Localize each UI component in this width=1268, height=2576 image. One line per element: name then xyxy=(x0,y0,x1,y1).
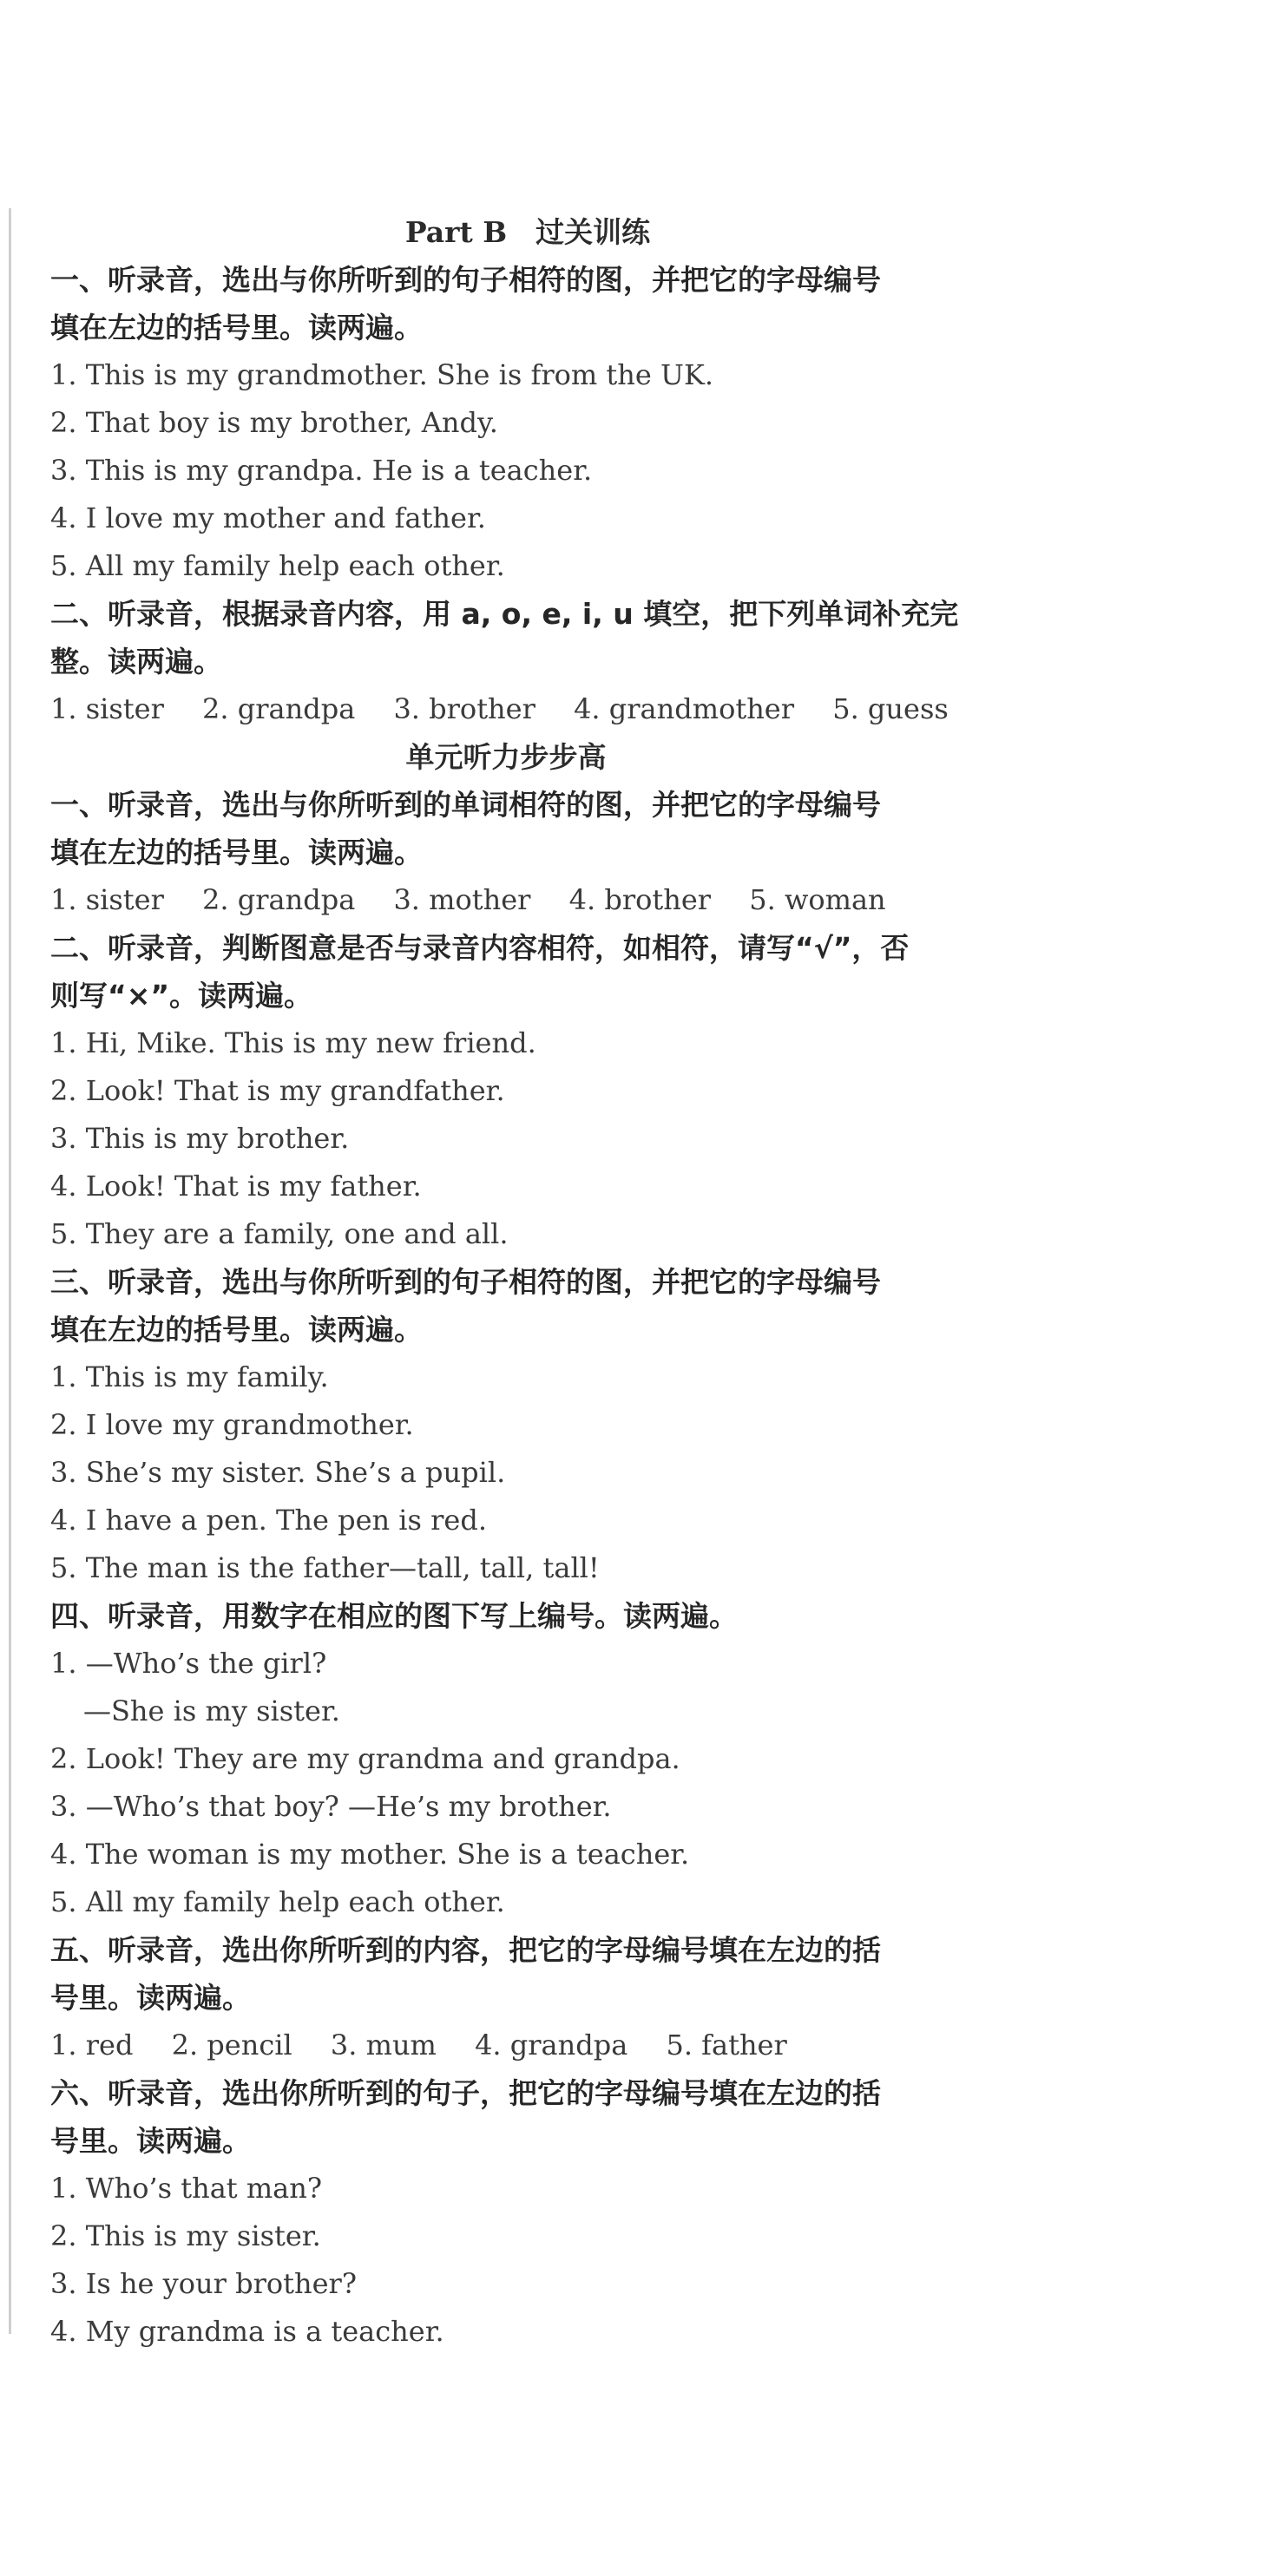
listening-item: 3. —Who’s that boy? —He’s my brother. xyxy=(50,1790,612,1823)
word-item: 2. grandpa xyxy=(202,883,356,916)
listening-item: 4. I love my mother and father. xyxy=(50,501,486,534)
unit-section-5 xyxy=(50,1926,1074,2069)
word-item: 5. father xyxy=(666,2029,787,2061)
part-b-section-2 xyxy=(50,590,1074,733)
listening-item: 3. She’s my sister. She’s a pupil. xyxy=(50,1456,506,1489)
listening-item: 1. Hi, Mike. This is my new friend. xyxy=(50,1026,536,1059)
unit-listening-title: 单元听力步步高 xyxy=(405,740,607,774)
instruction-line: 号里。读两遍。 xyxy=(50,1981,251,2015)
instruction-line: 二、听录音，判断图意是否与录音内容相符，如相符，请写“√”，否 xyxy=(50,931,910,965)
instruction-line: 三、听录音，选出与你所听到的句子相符的图，并把它的字母编号 xyxy=(50,1265,881,1299)
word-item: 2. grandpa xyxy=(202,692,356,725)
word-list xyxy=(50,685,1074,733)
instruction-line: 六、听录音，选出你所听到的句子，把它的字母编号填在左边的括 xyxy=(50,2076,881,2110)
part-b-title: Part B 过关训练 xyxy=(404,215,651,249)
listening-item: 2. Look! That is my grandfather. xyxy=(50,1074,505,1107)
listening-item: 4. Look! That is my father. xyxy=(50,1170,422,1203)
listening-item: 1. This is my grandmother. She is from the UK. xyxy=(50,358,714,391)
instruction-line: 整。读两遍。 xyxy=(50,645,222,678)
word-item: 4. grandmother xyxy=(574,692,795,725)
listening-item: 4. The woman is my mother. She is a teacher. xyxy=(50,1838,690,1871)
listening-item: 3. Is he your brother? xyxy=(50,2267,357,2300)
listening-item-answer: —She is my sister. xyxy=(83,1694,340,1727)
instruction-line: 一、听录音，选出与你所听到的单词相符的图，并把它的字母编号 xyxy=(50,788,881,822)
part-b-section-1 xyxy=(50,256,1074,590)
instruction-line: 二、听录音，根据录音内容，用 a, o, e, i, u 填空，把下列单词补充完 xyxy=(50,597,959,631)
word-item: 4. brother xyxy=(568,883,712,916)
instruction-line: 填在左边的括号里。读两遍。 xyxy=(50,1313,423,1347)
unit-section-4 xyxy=(50,1592,1074,1926)
unit-section-6 xyxy=(50,2069,1074,2356)
unit-section-2 xyxy=(50,924,1074,1258)
instruction-line: 号里。读两遍。 xyxy=(50,2124,251,2158)
word-list xyxy=(50,2022,1074,2069)
listening-item: 5. The man is the father—tall, tall, tall! xyxy=(50,1551,600,1584)
word-item: 3. mother xyxy=(393,883,531,916)
listening-item: 2. Look! They are my grandma and grandpa. xyxy=(50,1742,680,1775)
listening-item: 2. I love my grandmother. xyxy=(50,1408,414,1441)
word-item: 5. woman xyxy=(749,883,886,916)
left-margin-line xyxy=(9,208,11,2334)
listening-item: 5. All my family help each other. xyxy=(50,549,505,582)
listening-item: 2. This is my sister. xyxy=(50,2219,321,2252)
listening-item: 1. This is my family. xyxy=(50,1360,329,1393)
instruction-line: 五、听录音，选出你所听到的内容，把它的字母编号填在左边的括 xyxy=(50,1933,881,1967)
word-item: 1. sister xyxy=(50,883,164,916)
instruction-line: 填在左边的括号里。读两遍。 xyxy=(50,836,423,869)
instruction-line: 一、听录音，选出与你所听到的句子相符的图，并把它的字母编号 xyxy=(50,263,881,297)
unit-section-3 xyxy=(50,1258,1074,1592)
listening-item: 3. This is my grandpa. He is a teacher. xyxy=(50,454,593,487)
unit-section-1 xyxy=(50,781,1074,924)
listening-item: 4. I have a pen. The pen is red. xyxy=(50,1504,487,1537)
listening-item: 1. Who’s that man? xyxy=(50,2172,322,2205)
instruction-line: 四、听录音，用数字在相应的图下写上编号。读两遍。 xyxy=(50,1599,738,1633)
word-item: 2. pencil xyxy=(171,2029,292,2061)
worksheet-page xyxy=(50,208,1074,2356)
listening-item: 3. This is my brother. xyxy=(50,1122,350,1155)
listening-item: 5. All my family help each other. xyxy=(50,1885,505,1918)
word-item: 3. brother xyxy=(393,692,535,725)
word-item: 4. grandpa xyxy=(475,2029,628,2061)
instruction-line: 则写“×”。读两遍。 xyxy=(50,979,313,1013)
listening-item: 4. My grandma is a teacher. xyxy=(50,2315,444,2348)
listening-item: 5. They are a family, one and all. xyxy=(50,1217,509,1250)
instruction-line: 填在左边的括号里。读两遍。 xyxy=(50,311,423,344)
word-item: 1. sister xyxy=(50,692,164,725)
listening-item: 2. That boy is my brother, Andy. xyxy=(50,406,498,439)
word-item: 1. red xyxy=(50,2029,134,2061)
word-item: 5. guess xyxy=(832,692,949,725)
word-list xyxy=(50,876,1074,924)
listening-item: 1. —Who’s the girl? xyxy=(50,1647,327,1680)
word-item: 3. mum xyxy=(330,2029,437,2061)
